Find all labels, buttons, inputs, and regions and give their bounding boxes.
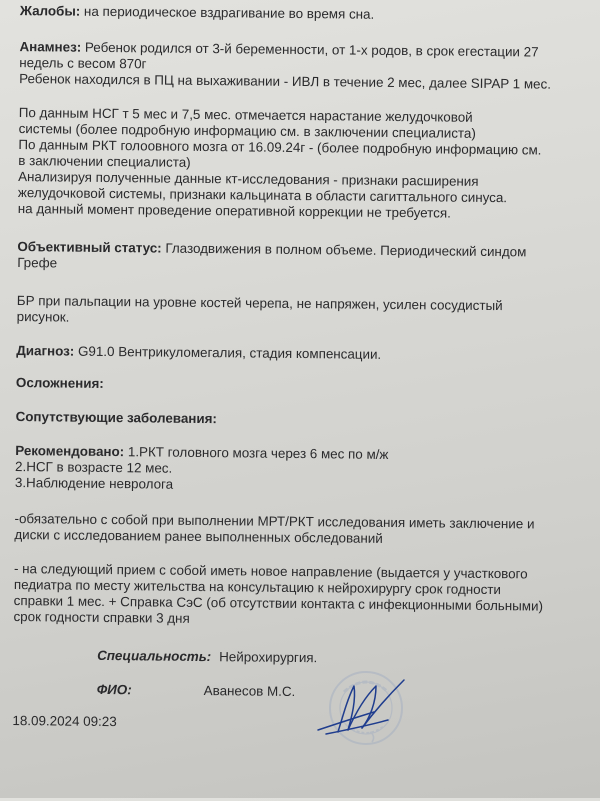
findings-section bbox=[18, 105, 584, 223]
findings-line-7: на данный момент проведение оперативной коррекции не требуется. bbox=[17, 201, 451, 221]
note-imaging-line-2: диски с исследованием ранее выполненных обследований bbox=[14, 527, 383, 546]
recommended-section bbox=[15, 443, 580, 497]
datetime-row bbox=[12, 713, 577, 735]
fontanelle-section bbox=[17, 293, 582, 331]
document-datetime: 18.09.2024 09:23 bbox=[12, 713, 117, 730]
specialty-label: Специальность: bbox=[97, 647, 212, 665]
fontanelle-line-1: БР при пальпации на уровне костей черепа, не напряжен, усилен сосудистый bbox=[16, 293, 503, 314]
stamp-seal bbox=[330, 672, 402, 744]
objective-line-2: Грефе bbox=[17, 255, 58, 271]
note-imaging-line-1: -обязательно с собой при выполнении МРТ/РКТ исследования иметь заключение и bbox=[14, 511, 535, 532]
findings-line-3: По данным РКТ голоовного мозга от 16.09.24г - (более подробную информацию см. bbox=[18, 137, 542, 158]
fontanelle-line-2: рисунок. bbox=[16, 309, 70, 325]
findings-line-5: Анализируя полученные данные кт-исследования - признаки расширения bbox=[18, 169, 479, 189]
complications-section bbox=[16, 375, 581, 397]
fio-label: ФИО: bbox=[96, 681, 132, 698]
specialty-value: Нейрохирургия. bbox=[219, 649, 318, 666]
comorbid-section bbox=[16, 409, 581, 431]
findings-line-6: желудочковой системы, признаки кальцината в области сагиттального синуса. bbox=[17, 185, 508, 206]
findings-line-2: системы (более подробную информацию см. в заключении специалиста) bbox=[18, 121, 476, 141]
anamnesis-line-2: недель с весом 870г bbox=[19, 55, 147, 72]
objective-section bbox=[17, 239, 582, 277]
anamnesis-line-3: Ребенок находился в ПЦ на выхаживании - ИВЛ в течение 2 мес, далее SIPAP 1 мес. bbox=[19, 71, 552, 92]
diagnosis-section bbox=[16, 343, 581, 365]
complaints-label: Жалобы: bbox=[19, 3, 81, 19]
fio-row bbox=[97, 682, 296, 700]
note-referral-line-4: срок годности справки 3 дня bbox=[13, 609, 190, 626]
diagnosis-text: G91.0 Вентрикуломегалия, стадия компенсации. bbox=[74, 343, 382, 362]
note-referral-line-2: педиатра по месту жительства на консультацию к нейрохирургу срок годности bbox=[13, 577, 502, 598]
note-referral-line-3: справки 1 мес. + Справка СэС (об отсутствии контакта с инфекционными больными) bbox=[13, 593, 544, 614]
note-referral-line-1: - на следующий прием с собой иметь новое направление (выдается у участкового bbox=[13, 561, 528, 582]
findings-line-1: По данным НСГ т 5 мес и 7,5 мес. отмечается нарастание желудочковой bbox=[18, 105, 473, 125]
fio-value: Аванесов М.С. bbox=[203, 683, 296, 699]
doctor-stamp-signature bbox=[296, 660, 416, 770]
recommended-line-3: 3.Наблюдение невролога bbox=[14, 475, 174, 492]
diagnosis-label: Диагноз: bbox=[16, 343, 75, 359]
objective-label: Объективный статус: bbox=[17, 239, 162, 256]
objective-line-1: Глазодвижения в полном объеме. Периодический синдом bbox=[161, 240, 527, 260]
comorbid-label: Сопутствующие заболевания: bbox=[15, 409, 218, 427]
complaints-text: на периодическое вздрагивание во время сна. bbox=[80, 3, 375, 22]
anamnesis-line-1: Ребенок родился от 3-й беременности, от 1-х родов, в срок егестации 27 bbox=[81, 39, 539, 60]
anamnesis-section bbox=[19, 39, 584, 93]
note-imaging-section bbox=[14, 511, 579, 549]
specialty-row bbox=[97, 648, 317, 666]
complications-label: Осложнения: bbox=[15, 375, 104, 391]
note-referral-section bbox=[13, 561, 579, 631]
recommended-label: Рекомендовано: bbox=[15, 443, 125, 460]
findings-line-4: в заключении специалиста) bbox=[18, 153, 191, 170]
recommended-line-2: 2.НСГ в возрасте 12 мес. bbox=[15, 459, 173, 476]
complaints-section bbox=[20, 3, 585, 25]
anamnesis-label: Анамнез: bbox=[19, 39, 82, 55]
recommended-line-1: 1.РКТ головного мозга через 6 мес по м/ж bbox=[124, 444, 389, 462]
